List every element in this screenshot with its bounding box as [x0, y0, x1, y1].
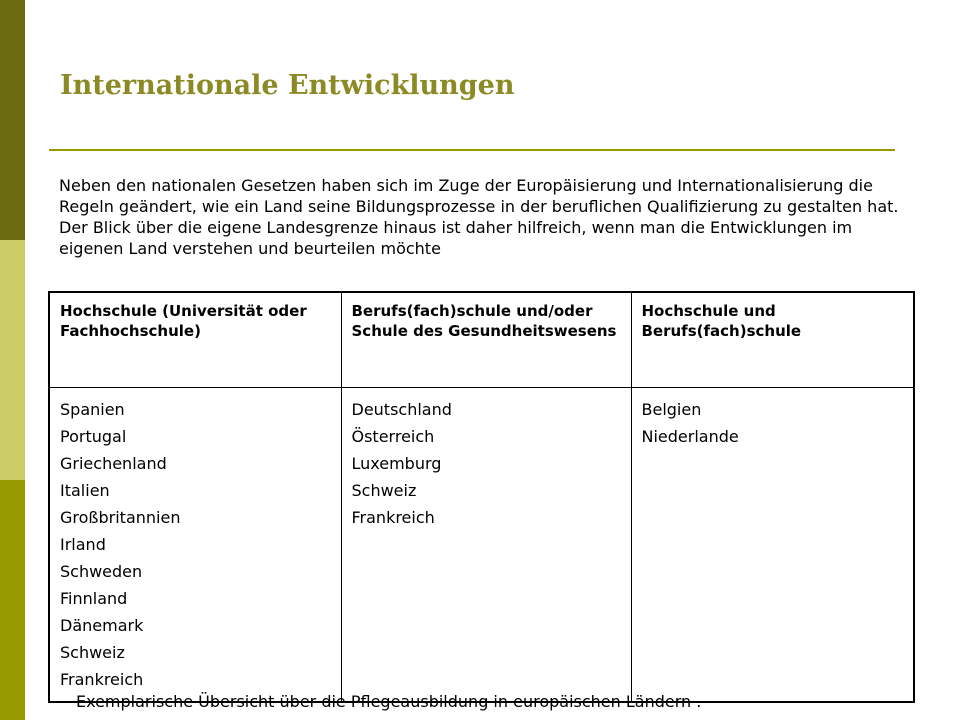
table-caption: Exemplarische Übersicht über die Pflegeausbildung in europäischen Ländern .: [76, 692, 702, 711]
list-item: Luxemburg: [351, 454, 442, 473]
intro-paragraph: Neben den nationalen Gesetzen haben sich im Zuge der Europäisierung und Internationalisierung die Regeln geändert, wie ein Land seine Bildungsprozesse in der beruflichen Qualifizierung zu gestalten hat. Der Blick über die eigene Landesgrenze hinaus ist daher hilfreich, wenn man die Entwicklungen im eigenen Land verstehen und beurteilen möchte: [59, 176, 899, 258]
list-item: Italien: [60, 481, 110, 500]
header-university: Hochschule (Universität oder Fachhochschule): [49, 292, 341, 388]
list-item: Großbritannien: [60, 508, 181, 527]
list-item: Schweiz: [60, 643, 125, 662]
list-item: Portugal: [60, 427, 127, 446]
list-item: Finnland: [60, 589, 128, 608]
header-vocational-school: Berufs(fach)schule und/oder Schule des Gesundheitswesens: [341, 292, 631, 388]
title-divider: [49, 149, 895, 151]
table-row: [49, 388, 914, 703]
list-item: Frankreich: [351, 508, 435, 527]
list-item: Griechenland: [60, 454, 167, 473]
list-item: Schweden: [60, 562, 143, 581]
list-item: Irland: [60, 535, 106, 554]
education-overview-table: [48, 291, 915, 703]
list-item: Deutschland: [351, 400, 452, 419]
countries-mixed-cell: [631, 388, 914, 703]
list-item: Frankreich: [60, 670, 144, 689]
sidebar-accent-top: [0, 0, 25, 240]
sidebar-accent-bottom: [0, 480, 25, 720]
list-item: Belgien: [641, 400, 702, 419]
list-item: Dänemark: [60, 616, 144, 635]
slide-title: Internationale Entwicklungen: [60, 70, 515, 101]
header-university-and-vocational: Hochschule und Berufs(fach)schule: [631, 292, 914, 388]
sidebar-accent-middle: [0, 240, 25, 480]
list-item: Spanien: [60, 400, 125, 419]
countries-university-cell: [49, 388, 341, 703]
list-item: Österreich: [351, 427, 435, 446]
list-item: Schweiz: [351, 481, 417, 500]
list-item: Niederlande: [641, 427, 739, 446]
countries-vocational-cell: [341, 388, 631, 703]
table-header-row: [49, 292, 914, 388]
